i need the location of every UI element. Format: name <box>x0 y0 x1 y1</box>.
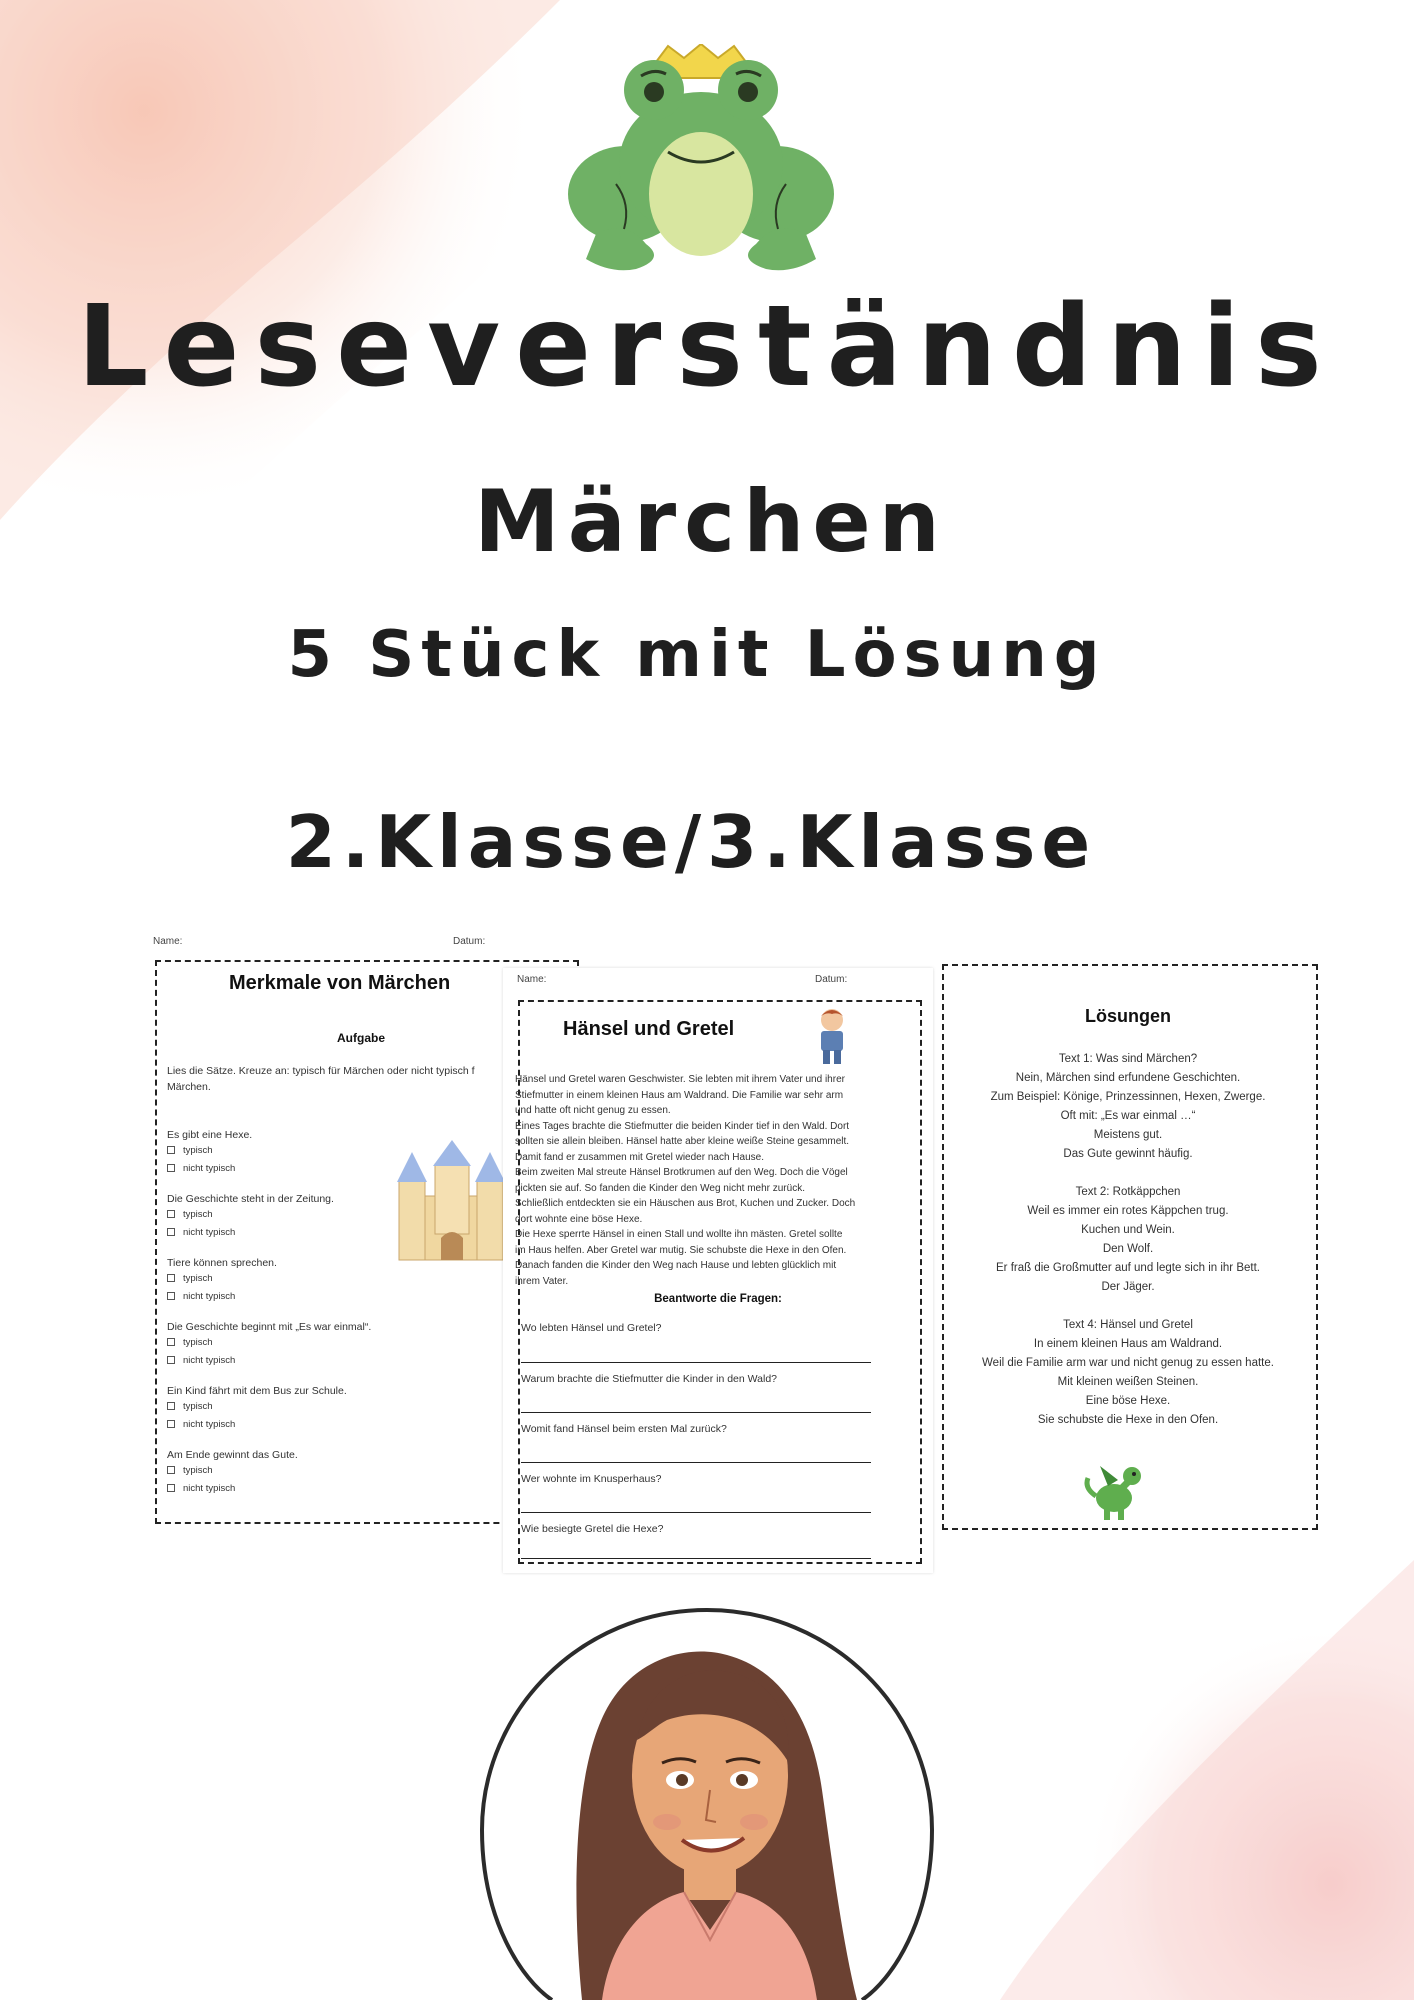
option: nicht typisch <box>167 1482 235 1496</box>
dragon-icon <box>1082 1458 1152 1522</box>
solution-line: Eine böse Hexe. <box>1085 1395 1171 1407</box>
solution-line: Den Wolf. <box>1102 1243 1154 1255</box>
statement: Die Geschichte steht in der Zeitung. <box>167 1193 334 1205</box>
main-title: Leseverständnis <box>77 282 1337 412</box>
solution-line: Text 2: Rotkäppchen <box>1075 1186 1181 1198</box>
boy-icon <box>811 1006 853 1068</box>
grade-level: 2.Klasse/3.Klasse <box>285 800 1097 884</box>
solution-line: Der Jäger. <box>1101 1281 1155 1293</box>
solution-line: Weil die Familie arm war und nicht genug zu essen hatte. <box>982 1357 1274 1369</box>
statement: Ein Kind fährt mit dem Bus zur Schule. <box>167 1385 347 1397</box>
answer-line[interactable] <box>521 1462 871 1463</box>
solution-line: Zum Beispiel: Könige, Prinzessinnen, Hexen, Zwerge. <box>990 1091 1266 1103</box>
checkbox[interactable] <box>167 1274 175 1282</box>
option: typisch <box>167 1208 213 1222</box>
story-text: Hänsel und Gretel waren Geschwister. Sie lebten mit ihrem Vater und ihrer Stiefmutter in einem kleinen Haus am Waldrand. Die Familie war sehr arm und hatte oft nicht genug zu essen. Eines Tages brachte die Stiefmutter die beiden Kinder tief in den Wald. Dort sollten sie allein bleiben. Hänsel hatte aber kleine weiße Steine gesammelt. Damit fand er zusammen mit Gretel wieder nach Hause. Beim zweiten Mal streute Hänsel Brotkrumen auf den Weg. Doch die Vögel pickten sie auf. So fanden die Kinder den Weg nicht mehr zurück. Schließlich entdeckten sie ein Häuschen aus Brot, Kuchen und Zucker. Doch dort wohnte eine böse Hexe. Die Hexe sperrte Hänsel in einen Stall und wollte ihn mästen. Gretel sollte im Haus helfen. Aber Gretel war mutig. Sie schubste die Hexe in den Ofen. Danach fanden die Kinder den Weg nach Hause und lebten glücklich mit ihrem Vater. <box>515 1074 856 1287</box>
subtitle: Märchen <box>474 472 948 572</box>
statement: Am Ende gewinnt das Gute. <box>167 1449 298 1461</box>
option: typisch <box>167 1336 213 1350</box>
option: nicht typisch <box>167 1290 235 1304</box>
solution-line: Das Gute gewinnt häufig. <box>1063 1148 1193 1160</box>
option: typisch <box>167 1400 213 1414</box>
date-label: Datum: <box>453 936 486 947</box>
solution-line: Oft mit: „Es war einmal …“ <box>1060 1110 1196 1122</box>
solution-line: Er fraß die Großmutter auf und legte sich in ihr Bett. <box>996 1262 1260 1274</box>
solution-line: Kuchen und Wein. <box>1081 1224 1175 1236</box>
instruction-text: Märchen. <box>167 1081 211 1093</box>
option: nicht typisch <box>167 1162 235 1176</box>
checkbox[interactable] <box>167 1210 175 1218</box>
solution-line: In einem kleinen Haus am Waldrand. <box>1033 1338 1223 1350</box>
option: nicht typisch <box>167 1354 235 1368</box>
spacer <box>942 1297 1314 1316</box>
solutions-heading: Lösungen <box>1085 1006 1171 1026</box>
questions-heading: Beantworte die Fragen: <box>654 1293 782 1305</box>
statement: Die Geschichte beginnt mit „Es war einmal“. <box>167 1321 372 1333</box>
worksheet-preview-3 <box>942 958 1329 1538</box>
subtitle-count: 5 Stück mit Lösung <box>287 618 1107 692</box>
spacer <box>942 1164 1314 1183</box>
option: nicht typisch <box>167 1418 235 1432</box>
solution-line: Sie schubste die Hexe in den Ofen. <box>1037 1414 1219 1426</box>
date-label: Datum: <box>815 974 848 985</box>
checkbox[interactable] <box>167 1466 175 1474</box>
question: Womit fand Hänsel beim ersten Mal zurück? <box>521 1423 727 1435</box>
question: Wer wohnte im Knusperhaus? <box>521 1473 662 1485</box>
solution-line: Mit kleinen weißen Steinen. <box>1057 1376 1199 1388</box>
question: Wo lebten Hänsel und Gretel? <box>521 1322 662 1334</box>
task-heading: Aufgabe <box>337 1031 385 1045</box>
checkbox[interactable] <box>167 1402 175 1410</box>
name-label: Name: <box>517 974 547 985</box>
statement: Tiere können sprechen. <box>167 1257 277 1269</box>
option: typisch <box>167 1144 213 1158</box>
instruction-text: Lies die Sätze. Kreuze an: typisch für Märchen oder nicht typisch f <box>167 1065 475 1077</box>
solution-line: Meistens gut. <box>1093 1129 1163 1141</box>
answer-line[interactable] <box>521 1362 871 1363</box>
option: nicht typisch <box>167 1226 235 1240</box>
checkbox[interactable] <box>167 1356 175 1364</box>
solution-line: Text 1: Was sind Märchen? <box>1058 1053 1198 1065</box>
question: Wie besiegte Gretel die Hexe? <box>521 1523 664 1535</box>
checkbox[interactable] <box>167 1484 175 1492</box>
statement: Es gibt eine Hexe. <box>167 1129 253 1141</box>
name-label: Name: <box>153 936 183 947</box>
option: typisch <box>167 1464 213 1478</box>
checkbox[interactable] <box>167 1292 175 1300</box>
checkbox[interactable] <box>167 1146 175 1154</box>
castle-icon <box>395 1140 507 1262</box>
checkbox[interactable] <box>167 1338 175 1346</box>
solution-line: Weil es immer ein rotes Käppchen trug. <box>1027 1205 1229 1217</box>
question: Warum brachte die Stiefmutter die Kinder in den Wald? <box>521 1373 778 1385</box>
answer-line[interactable] <box>521 1512 871 1513</box>
checkbox[interactable] <box>167 1228 175 1236</box>
worksheet-heading: Merkmale von Märchen <box>229 972 451 994</box>
solution-line: Nein, Märchen sind erfundene Geschichten. <box>1015 1072 1241 1084</box>
solutions-list <box>942 1050 1314 1430</box>
author-portrait <box>462 1600 952 2000</box>
checkbox[interactable] <box>167 1420 175 1428</box>
frog-with-crown-icon <box>556 44 846 294</box>
worksheet-preview-2 <box>503 968 933 1573</box>
checkbox[interactable] <box>167 1164 175 1172</box>
answer-line[interactable] <box>521 1558 871 1559</box>
option: typisch <box>167 1272 213 1286</box>
story-heading: Hänsel und Gretel <box>563 1018 735 1040</box>
solution-line: Text 4: Hänsel und Gretel <box>1063 1319 1193 1331</box>
answer-line[interactable] <box>521 1412 871 1413</box>
